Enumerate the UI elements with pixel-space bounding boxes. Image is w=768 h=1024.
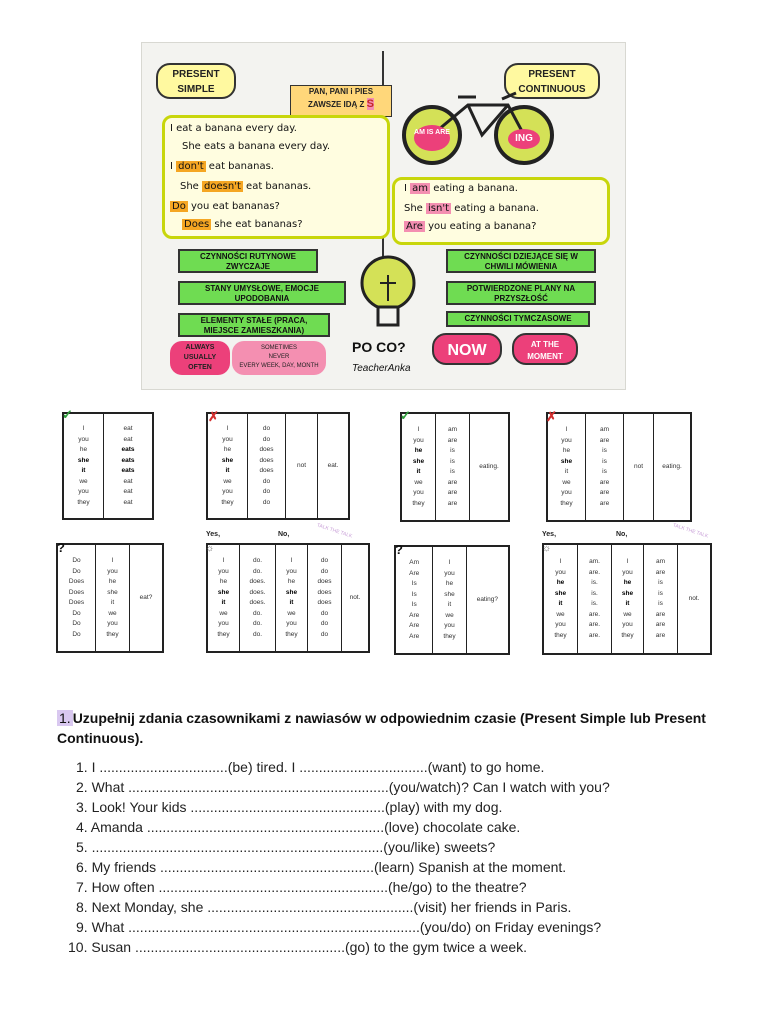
verb-column: eat? <box>139 593 153 601</box>
exercise-number: 1. <box>59 710 71 726</box>
ps-use-2: STANY UMYSŁOWE, EMOCJE UPODOBANIA <box>178 281 346 305</box>
yes-label: Yes, <box>542 531 557 538</box>
exercise-item-7: 7. How often ...........................................................(he/go) to the theatre? <box>76 879 527 895</box>
now-label: NOW <box>432 333 502 365</box>
table-pc-question <box>394 542 510 655</box>
aux-column: do do does does does do do do <box>248 414 286 518</box>
rule-line1: PAN, PANI i PIES <box>308 87 374 96</box>
ps-use-3: ELEMENTY STAŁE (PRACA, MIEJSCE ZAMIESZKANIA) <box>178 313 330 337</box>
check-icon: ✓ <box>400 408 411 423</box>
pc-use-2: POTWIERDZONE PLANY NA PRZYSZŁOŚĆ <box>446 281 596 305</box>
table-ps-negative <box>206 409 350 520</box>
pronoun-column: I you he she it we you they <box>64 414 104 518</box>
check-icon: ✓ <box>62 407 73 422</box>
yes-aux-column: do. do. does. does. does. do. do. do. <box>240 545 276 651</box>
pc-sentence-3: Are you eating a banana? <box>406 221 537 232</box>
verb-column: eating. <box>479 462 499 470</box>
cross-icon: ✗ <box>546 409 557 424</box>
rule-line2: ZAWSZE IDĄ Z <box>307 100 365 109</box>
be-column: Am Are Is Is Is Are Are Are <box>396 547 433 653</box>
table-ps-affirmative <box>62 412 154 520</box>
pronoun-column: I you he she it we you they <box>208 414 248 518</box>
ps-sentence-6: Does she eat bananas? <box>184 219 303 230</box>
po-co-label: PO CO? <box>352 339 406 355</box>
ps-use-1: CZYNNOŚCI RUTYNOWE ZWYCZAJE <box>178 249 318 273</box>
yes-pronoun-column: I you he she it we you they <box>544 545 578 653</box>
cross-icon: ✗ <box>208 409 219 424</box>
exercise-item-3: 3. Look! Your kids ..................................................(play) with my dog. <box>76 799 503 815</box>
wheel-right-label: ING <box>508 129 540 149</box>
verb-column: eat eat eats eats eats eat eat eat <box>121 425 135 506</box>
exercise-item-1: 1. I .................................(be) tired. I .................................(want) to go home. <box>76 759 545 775</box>
present-continuous-label: PRESENT CONTINUOUS <box>504 63 600 99</box>
pc-use-3: CZYNNOŚCI TYMCZASOWE <box>446 311 590 327</box>
pronoun-column: I you he she it we you they <box>96 545 130 651</box>
yes-pronoun-column: I you he she it we you they <box>208 545 240 651</box>
frequency-adverbs-2: SOMETIMES NEVER EVERY WEEK, DAY, MONTH <box>232 341 326 375</box>
question-icon: ? <box>57 540 65 555</box>
exercise-item-8: 8. Next Monday, she .....................................................(visit) her friends in Paris. <box>76 899 572 915</box>
no-aux-column: do do does does does do do do <box>308 545 342 651</box>
talk-the-talk-stamp: TALK THE TALK <box>315 522 353 540</box>
exercise-item-2: 2. What ...................................................................(you/watch)? Can I watch with you? <box>76 779 610 795</box>
rule-s: S <box>366 98 375 110</box>
aux-column: Do Do Does Does Does Do Do Do <box>58 545 96 651</box>
yes-label: Yes, <box>206 531 221 538</box>
table-pc-short-answers <box>542 543 712 655</box>
no-label: No, <box>278 531 290 538</box>
be-column: am are is is is are are are <box>436 414 470 520</box>
at-the-moment-label: AT THE MOMENT <box>512 333 578 365</box>
table-ps-question <box>56 540 164 653</box>
pc-use-1: CZYNNOŚCI DZIEJĄCE SIĘ W CHWILI MÓWIENIA <box>446 249 596 273</box>
exercise-instruction: Uzupełnij zdania czasownikami z nawiasów w odpowiednim czasie (Present Simple lub Present Continuous). <box>57 710 706 746</box>
question-icon: ? <box>395 542 403 557</box>
lightbulb-icon: ☼ <box>205 543 215 554</box>
no-be-column: am are is is is are are are <box>644 545 678 653</box>
not-column: not. <box>349 593 361 601</box>
pc-sentence-1: I am eating a banana. <box>404 183 518 194</box>
lightbulb-icon: ☼ <box>542 543 552 554</box>
not-column: not <box>624 414 654 520</box>
exercise-item-4: 4. Amanda .............................................................(love) chocolate cake. <box>76 819 521 835</box>
ps-sentence-4: She doesn't eat bananas. <box>180 181 312 192</box>
wheel-left-label: AM IS ARE <box>414 125 450 151</box>
pronoun-column: I you he she it we you they <box>433 547 466 653</box>
present-simple-label: PRESENT SIMPLE <box>156 63 236 99</box>
exercise-item-9: 9. What ...........................................................................(you/do) on Friday evenings? <box>76 919 602 935</box>
light-bulb-icon <box>356 251 420 337</box>
pronoun-column: I you he she it we you they <box>402 414 436 520</box>
no-pronoun-column: I you he she it we you they <box>276 545 308 651</box>
ps-sentence-5: Do you eat bananas? <box>172 201 280 212</box>
signature: TeacherAnka <box>352 363 411 374</box>
table-ps-short-answers <box>206 543 370 653</box>
verb-column: eating. <box>662 462 682 470</box>
exercise-item-6: 6. My friends .......................................................(learn) Spanish at the moment. <box>76 859 567 875</box>
frequency-adverbs-1: ALWAYS USUALLY OFTEN <box>170 341 230 375</box>
ps-sentence-2: She eats a banana every day. <box>182 141 331 152</box>
table-pc-negative <box>546 409 692 522</box>
no-label: No, <box>616 531 628 538</box>
not-column: not <box>286 414 318 518</box>
ps-sentence-1: I eat a banana every day. <box>170 123 297 134</box>
grammar-poster <box>141 42 626 390</box>
table-pc-affirmative <box>400 412 510 522</box>
verb-column: eating? <box>476 595 499 603</box>
talk-the-talk-stamp: TALK THE TALK <box>671 522 709 540</box>
exercise-item-10: 10. Susan ......................................................(go) to the gym twice a week. <box>68 939 528 955</box>
exercise-title <box>57 708 717 748</box>
exercise-item-5: 5. ...........................................................................(you/like) sweets? <box>76 839 496 855</box>
third-person-rule <box>290 85 392 117</box>
yes-be-column: am. are. is. is. is. are. are. are. <box>578 545 612 653</box>
no-pronoun-column: I you he she it we you they <box>612 545 644 653</box>
verb-column: eat. <box>327 461 339 469</box>
ps-sentence-3: I don't eat bananas. <box>170 161 274 172</box>
be-column: am are is is is are are are <box>586 414 624 520</box>
pronoun-column: I you he she it we you they <box>548 414 586 520</box>
pc-sentence-2: She isn't eating a banana. <box>404 203 539 214</box>
not-column: not. <box>688 594 700 602</box>
